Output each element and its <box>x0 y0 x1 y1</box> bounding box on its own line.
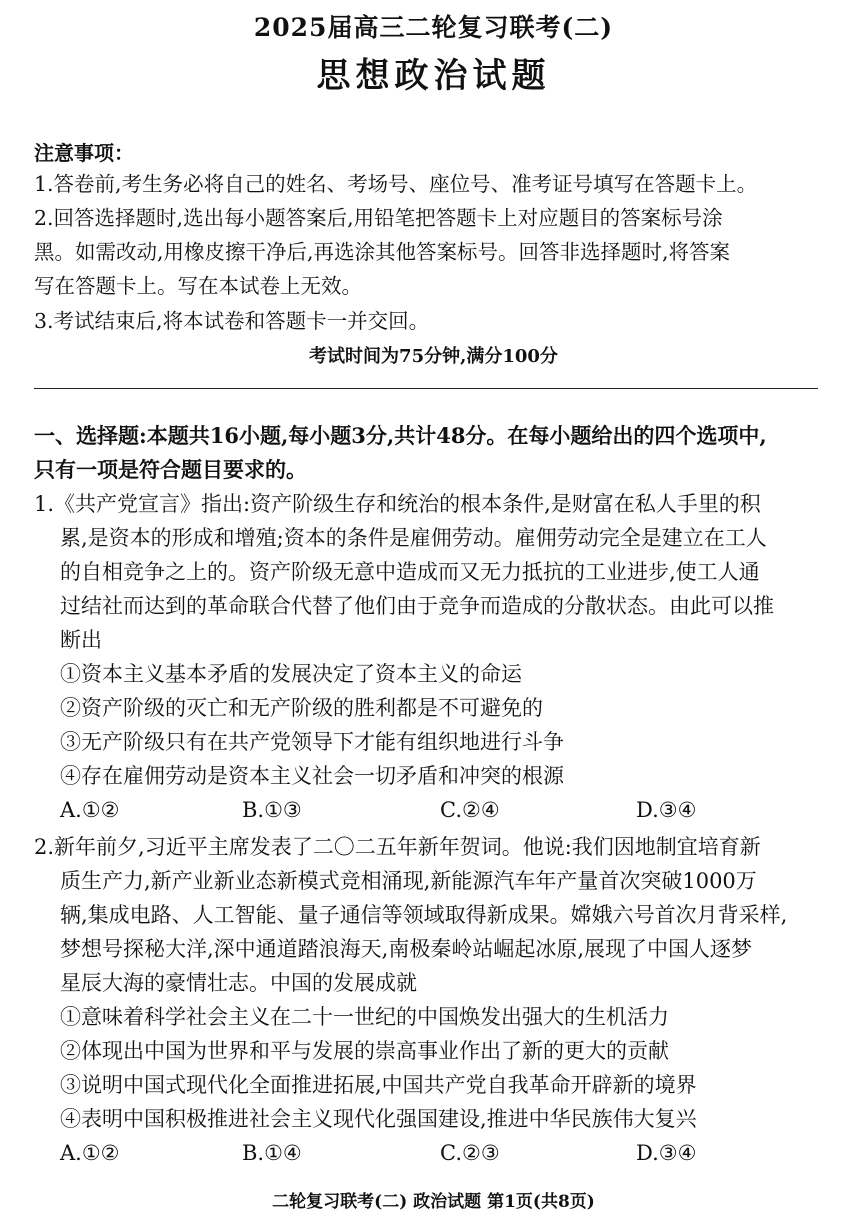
question-1-choice-d: D.③④ <box>636 798 697 822</box>
question-2-stem: 星辰大海的豪情壮志。中国的发展成就 <box>60 971 417 995</box>
exam-subject-title: 思想政治试题 <box>316 56 551 96</box>
question-1-statement: ③无产阶级只有在共产党领导下才能有组织地进行斗争 <box>60 730 564 754</box>
question-1-statement: ①资本主义基本矛盾的发展决定了资本主义的命运 <box>60 662 522 686</box>
question-1-choice-a: A.①② <box>60 798 120 822</box>
question-2-statement: ④表明中国积极推进社会主义现代化强国建设,推进中华民族伟大复兴 <box>60 1107 697 1131</box>
header-divider <box>34 388 818 389</box>
question-2-stem: 质生产力,新产业新业态新模式竞相涌现,新能源汽车年产量首次突破1000万 <box>60 869 757 893</box>
notes-item: 1.答卷前,考生务必将自己的姓名、考场号、座位号、准考证号填写在答题卡上。 <box>34 172 758 196</box>
question-1-stem: 过结社而达到的革命联合代替了他们由于竞争而造成的分散状态。由此可以推 <box>60 594 774 618</box>
question-2-stem: 辆,集成电路、人工智能、量子通信等领域取得新成果。嫦娥六号首次月背采样, <box>60 903 788 927</box>
question-1-statement: ④存在雇佣劳动是资本主义社会一切矛盾和冲突的根源 <box>60 764 564 788</box>
question-1-statement: ②资产阶级的灭亡和无产阶级的胜利都是不可避免的 <box>60 696 543 720</box>
exam-time-info: 考试时间为75分钟,满分100分 <box>309 346 558 367</box>
notes-heading: 注意事项： <box>34 141 134 165</box>
notes-item: 2.回答选择题时,选出每小题答案后,用铅笔把答题卡上对应题目的答案标号涂 <box>34 206 723 230</box>
question-2-statement: ③说明中国式现代化全面推进拓展,中国共产党自我革命开辟新的境界 <box>60 1073 697 1097</box>
question-1-stem: 断出 <box>60 628 102 652</box>
question-1-stem: 累,是资本的形成和增殖;资本的条件是雇佣劳动。雇佣劳动完全是建立在工人 <box>60 526 767 550</box>
notes-item: 3.考试结束后,将本试卷和答题卡一并交回。 <box>34 309 430 333</box>
question-1-stem: 1.《共产党宣言》指出:资产阶级生存和统治的根本条件,是财富在私人手里的积 <box>34 492 761 516</box>
section-heading: 一、选择题:本题共16小题,每小题3分,共计48分。在每小题给出的四个选项中, <box>34 423 767 448</box>
question-2-stem: 梦想号探秘大洋,深中通道踏浪海天,南极秦岭站崛起冰原,展现了中国人逐梦 <box>60 937 753 961</box>
section-heading: 只有一项是符合题目要求的。 <box>34 457 307 482</box>
question-2-statement: ①意味着科学社会主义在二十一世纪的中国焕发出强大的生机活力 <box>60 1005 669 1029</box>
question-2-choice-d: D.③④ <box>636 1141 697 1165</box>
page-footer: 二轮复习联考(二) 政治试题 第1页(共8页) <box>272 1192 595 1212</box>
question-1-stem: 的自相竞争之上的。资产阶级无意中造成而又无力抵抗的工业进步,使工人通 <box>60 560 760 584</box>
question-1-choice-b: B.①③ <box>242 798 302 822</box>
question-2-statement: ②体现出中国为世界和平与发展的崇高事业作出了新的更大的贡献 <box>60 1039 669 1063</box>
notes-item: 写在答题卡上。写在本试卷上无效。 <box>34 274 362 298</box>
notes-item: 黑。如需改动,用橡皮擦干净后,再选涂其他答案标号。回答非选择题时,将答案 <box>34 240 731 264</box>
question-2-choice-a: A.①② <box>60 1141 120 1165</box>
exam-series-title: 2025届高三二轮复习联考(二) <box>253 13 614 42</box>
question-2-choice-c: C.②③ <box>440 1141 500 1165</box>
question-1-choice-c: C.②④ <box>440 798 500 822</box>
question-2-stem: 2.新年前夕,习近平主席发表了二〇二五年新年贺词。他说:我们因地制宜培育新 <box>34 835 761 859</box>
question-2-choice-b: B.①④ <box>242 1141 302 1165</box>
